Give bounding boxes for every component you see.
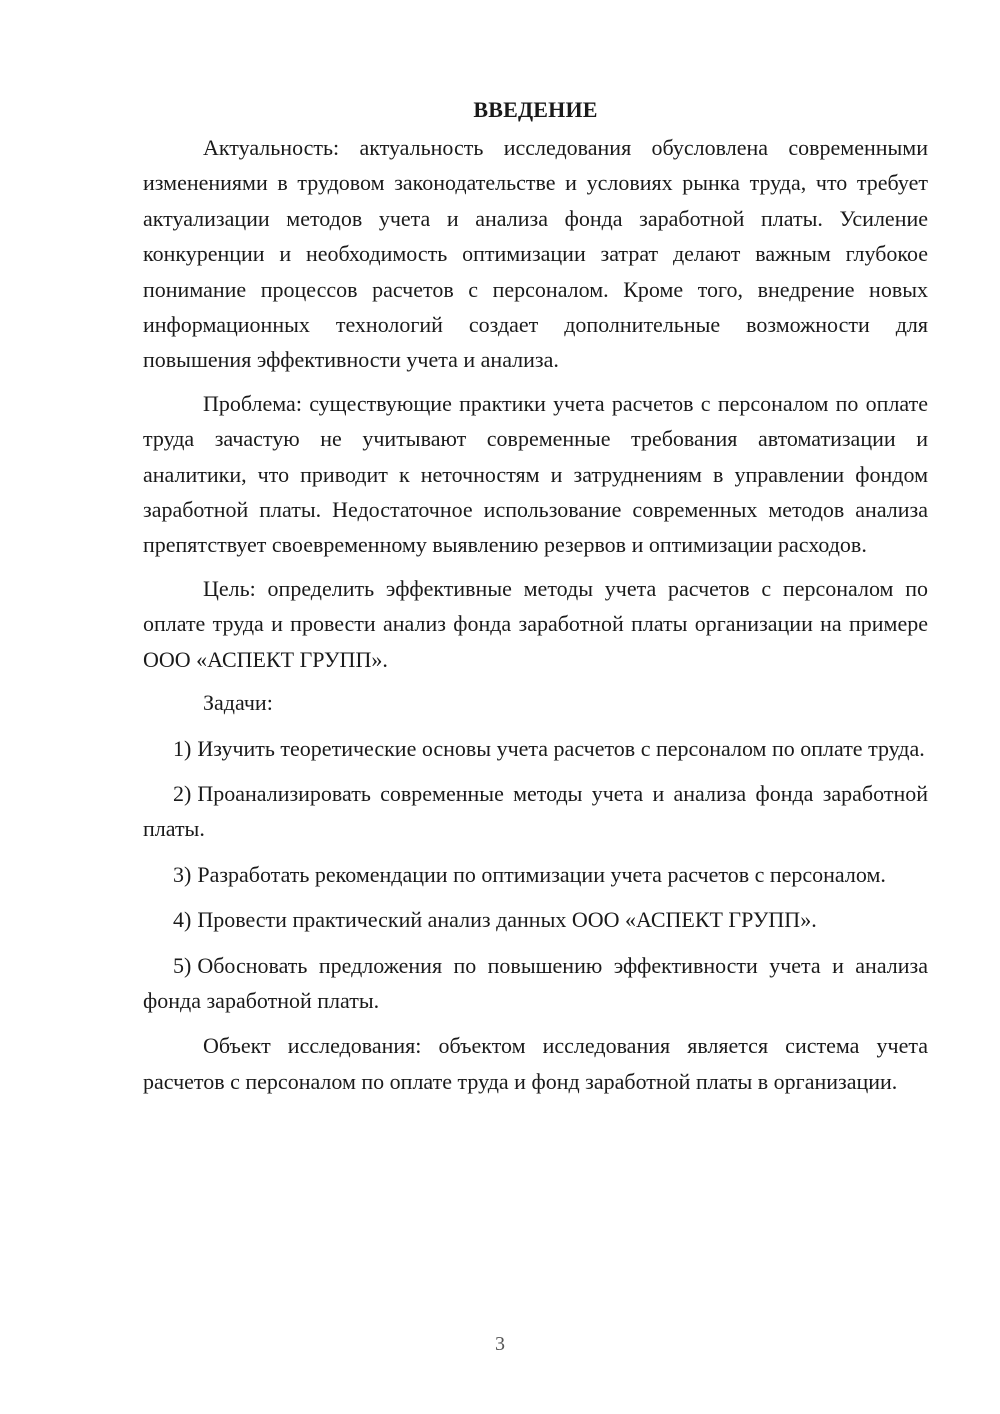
paragraph-relevance: Актуальность: актуальность исследования обусловлена современными изменениями в трудовом законодательстве и условиях рынка труда, что требует актуализации методов учета и анализа фонда заработной платы. Усиление конкуренции и необходимость оптимизации затрат делают важным глубокое понимание процессов расчетов с персоналом. Кроме того, внедрение новых информационных технологий создает дополнительные возможности для повышения эффективности учета и анализа. — [143, 135, 928, 373]
list-item-number: 2) — [173, 780, 192, 806]
list-item-text: Провести практический анализ данных ООО «АСПЕКТ ГРУПП». — [197, 907, 817, 933]
list-item — [143, 731, 928, 766]
list-item-text: Проанализировать современные методы учета и анализа фонда заработной платы. — [143, 780, 928, 842]
list-item-number: 3) — [173, 861, 192, 887]
document-page — [143, 92, 928, 1107]
list-item-text: Разработать рекомендации по оптимизации учета расчетов с персоналом. — [197, 861, 886, 887]
paragraph-goal: Цель: определить эффективные методы учета расчетов с персоналом по оплате труда и провести анализ фонда заработной платы организации на примере ООО «АСПЕКТ ГРУПП». — [143, 575, 928, 672]
list-item-text: Изучить теоретические основы учета расчетов с персоналом по оплате труда. — [197, 735, 925, 761]
list-item — [143, 857, 928, 892]
page-number: 3 — [495, 1333, 505, 1355]
paragraph-problem: Проблема: существующие практики учета расчетов с персоналом по оплате труда зачастую не учитывают современные требования автоматизации и аналитики, что приводит к неточностям и затруднениям в управлении фондом заработной платы. Недостаточное использование современных методов анализа препятствует своевременному выявлению резервов и оптимизации расходов. — [143, 390, 928, 558]
list-item-text: Обосновать предложения по повышению эффективности учета и анализа фонда заработной платы. — [143, 952, 928, 1013]
list-item-number: 5) — [173, 952, 192, 978]
list-item — [143, 902, 928, 937]
list-item — [143, 776, 928, 847]
section-heading: ВВЕДЕНИЕ — [473, 97, 598, 122]
list-item — [143, 948, 928, 1019]
tasks-list — [143, 731, 928, 1019]
paragraph-object: Объект исследования: объектом исследования является система учета расчетов с персоналом по оплате труда и фонд заработной платы в организации. — [143, 1033, 928, 1094]
tasks-label: Задачи: — [203, 690, 273, 716]
list-item-number: 1) — [173, 735, 192, 761]
list-item-number: 4) — [173, 907, 192, 933]
